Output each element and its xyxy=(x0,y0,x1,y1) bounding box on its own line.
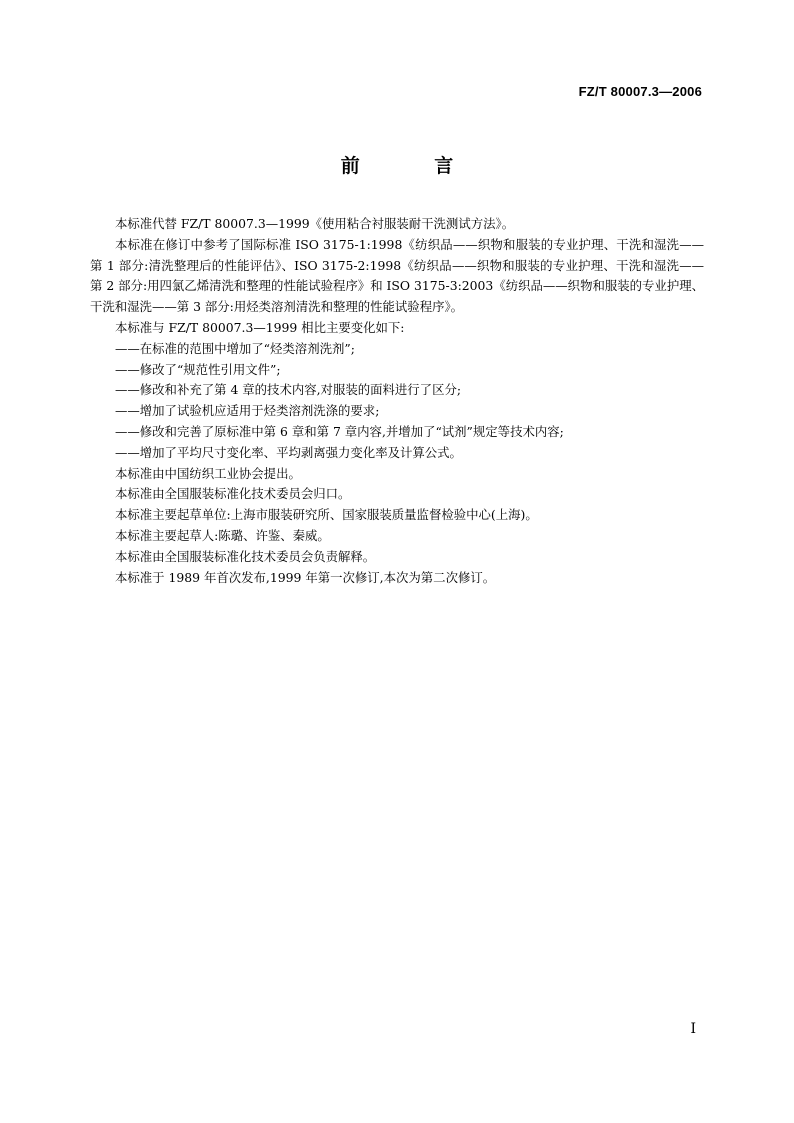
paragraph-changes-intro: 本标准与 FZ/T 80007.3—1999 相比主要变化如下: xyxy=(115,319,405,335)
list-item: ——修改和完善了原标准中第 6 章和第 7 章内容,并增加了“试剂”规定等技术内容; xyxy=(115,423,564,439)
paragraph-history: 本标准于 1989 年首次发布,1999 年第一次修订,本次为第二次修订。 xyxy=(115,569,496,585)
list-item: ——修改了“规范性引用文件”; xyxy=(115,361,281,377)
paragraph-replacement: 本标准代替 FZ/T 80007.3—1999《使用粘合衬服装耐干洗测试方法》。 xyxy=(115,216,515,231)
list-item: ——修改和补充了第 4 章的技术内容,对服装的面料进行了区分; xyxy=(115,382,462,398)
paragraph-administrator: 本标准由全国服装标准化技术委员会归口。 xyxy=(115,486,351,502)
standard-number: FZ/T 80007.3—2006 xyxy=(578,84,702,99)
page-number: I xyxy=(690,1021,696,1037)
list-item: ——在标准的范围中增加了“烃类溶剂洗剂”; xyxy=(115,340,355,356)
paragraph-references: 本标准在修订中参考了国际标准 ISO 3175-1:1998《纺织品——织物和服装的专业护理、干洗和湿洗——第 1 部分:清洗整理后的性能评估》、ISO 3175-2:1998《纺织品——织物和服装的专业护理、干洗和湿洗——第 2 部分:用四氯乙烯清洗和整理的性能试验程序》和 ISO 3175-3:2003《纺织品——织物和服装的专业护理、干洗和湿洗——第 3 部分:用烃类溶剂清洗和整理的性能试验程序》。 xyxy=(90,236,704,315)
list-item: ——增加了平均尺寸变化率、平均剥离强力变化率及计算公式。 xyxy=(115,444,462,460)
list-item: ——增加了试验机应适用于烃类溶剂洗涤的要求; xyxy=(115,403,380,419)
foreword-body xyxy=(90,214,704,588)
paragraph-drafting-units: 本标准主要起草单位:上海市服装研究所、国家服装质量监督检验中心(上海)。 xyxy=(115,507,538,523)
paragraph-interpretation: 本标准由全国服装标准化技术委员会负责解释。 xyxy=(115,548,376,564)
page-title: 前 言 xyxy=(340,155,488,177)
paragraph-drafters: 本标准主要起草人:陈璐、许鉴、秦威。 xyxy=(115,527,330,543)
paragraph-proposer: 本标准由中国纺织工业协会提出。 xyxy=(115,465,301,481)
